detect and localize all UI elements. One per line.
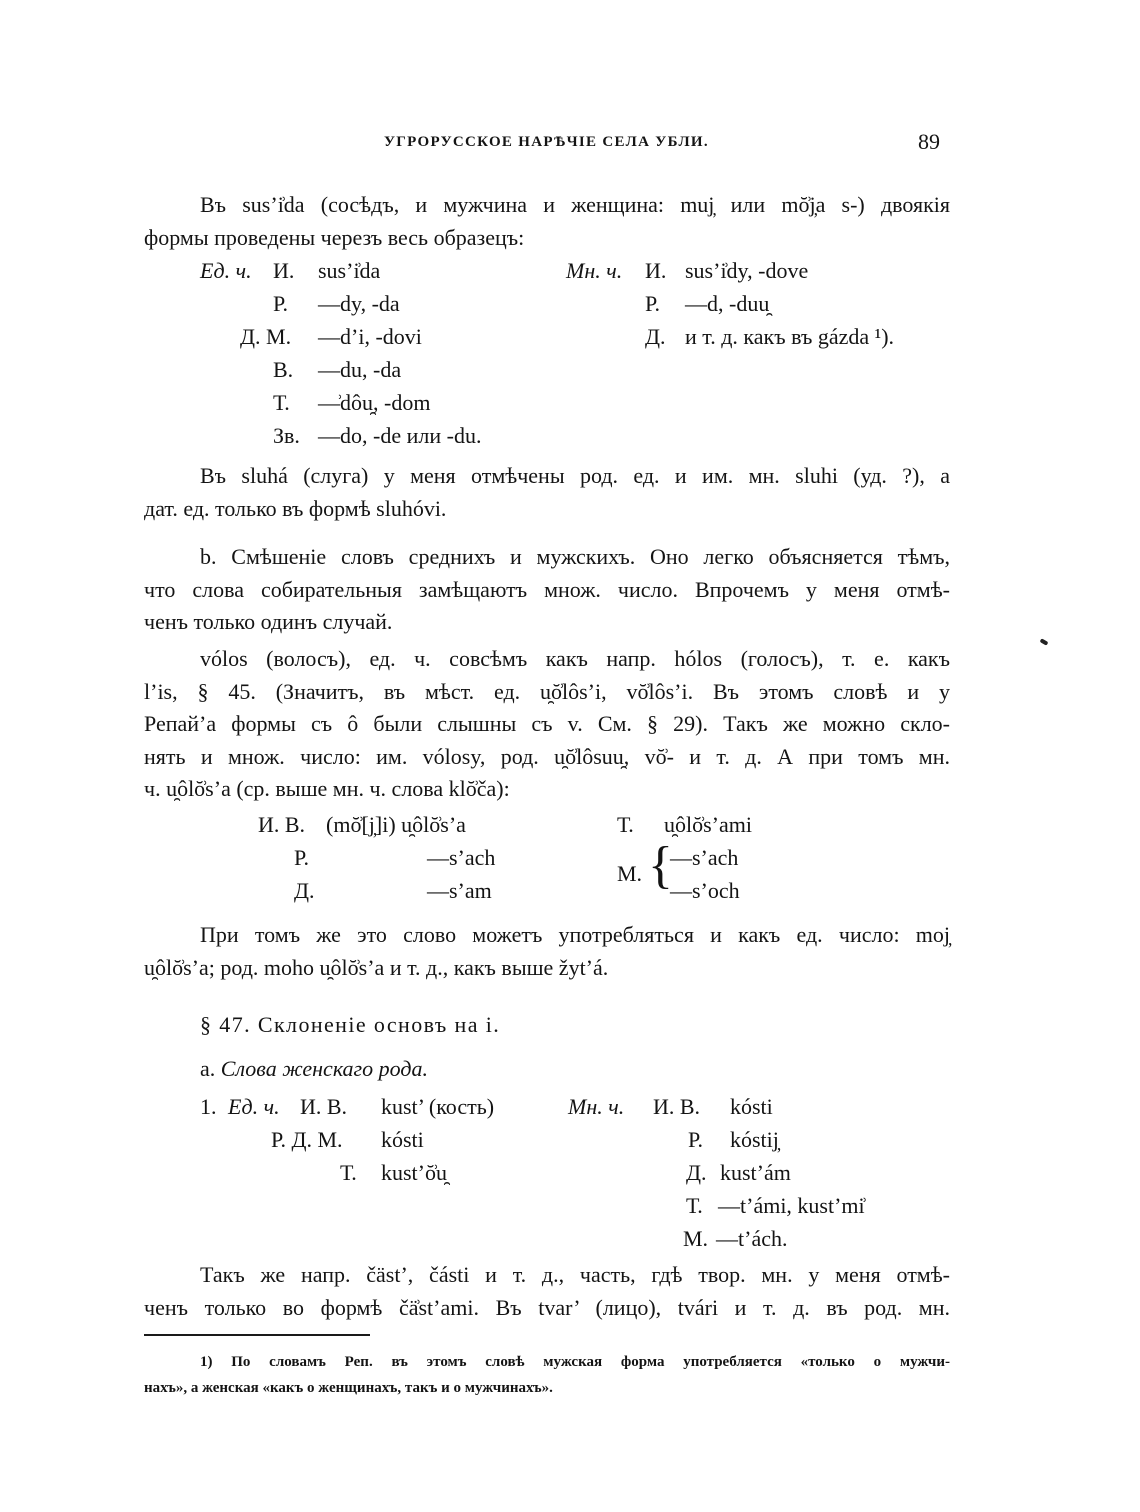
ink-speck [1040, 638, 1049, 645]
case-label: Д. [686, 1160, 707, 1185]
text-line: u̯ôlŏ͗s’a; род. moho u̯ôlŏ͗s’a и т. д., какъ выше žyt’á. [144, 954, 609, 980]
case-form: sus’i͗dy, -dove [685, 258, 809, 283]
case-form: sus’i͗da [318, 258, 381, 283]
text-line: нять и множ. число: им. vólosy, род. u̯ŏ͗lôsuu̯, vŏ͗- и т. д. А при томъ мн. [144, 743, 950, 769]
case-label: Т. [617, 812, 634, 837]
case-label: Зв. [273, 423, 300, 448]
case-form: —t’ách. [716, 1226, 788, 1251]
paragraph-singular-use [144, 919, 950, 984]
text-line: При томъ же это слово можетъ употребляться и какъ ед. число: moj̦ [200, 922, 950, 947]
case-form: и т. д. какъ въ gázda ¹). [685, 324, 895, 349]
text-line: ченъ только одинъ случай. [144, 609, 393, 634]
case-form: kósti [381, 1127, 424, 1152]
paragraph-cast [144, 1259, 950, 1324]
section-heading: § 47. Склоненіе основъ на i. [200, 1012, 501, 1037]
paragraph-sluha [144, 460, 950, 525]
subsection-marker: а. [200, 1056, 216, 1081]
case-label: В. [273, 357, 294, 382]
case-form: —t’ámi, kust’mi͗ [718, 1193, 865, 1218]
case-label: Т. [273, 390, 290, 415]
case-label: И. В. [653, 1094, 701, 1119]
brace-symbol: { [648, 837, 673, 894]
page-number: 89 [918, 129, 940, 154]
case-label: М. [683, 1226, 709, 1251]
case-label: Д. [294, 878, 315, 903]
paragraph-b-mixing [144, 541, 950, 639]
case-label: Д. М. [240, 324, 292, 349]
paragraph-susida [144, 189, 950, 254]
case-label: Р. [294, 845, 309, 870]
footnote-rule [144, 1334, 370, 1336]
case-label: И. В. [258, 812, 306, 837]
subsection-heading [200, 1052, 428, 1085]
text-line: дат. ед. только въ формѣ sluhóvi. [144, 495, 447, 521]
text-line: ченъ только во формѣ čä͗st’ami. Въ tvar’ (лицо), tvári и т. д. въ род. мн. [144, 1294, 950, 1320]
case-label: Т. [340, 1160, 357, 1185]
case-label: М. [617, 861, 643, 886]
case-form: (mŏ͗[j̦]i) u̯ôlŏ͗s’a [326, 812, 466, 837]
text-line: что слова собирательныя замѣщаютъ множ. число. Впрочемъ у меня отмѣ- [144, 576, 950, 602]
case-label: Р. [688, 1127, 703, 1152]
case-label: И. [645, 258, 667, 283]
number-label-plural: Мн. ч. [566, 258, 623, 283]
case-form: —do, -de или -du. [318, 423, 482, 448]
text-line: vólos (волосъ), ед. ч. совсѣмъ какъ напр. hólos (голосъ), т. е. какъ [200, 646, 950, 671]
text-line: Такъ же напр. čäst’, části и т. д., часть, гдѣ твор. мн. у меня отмѣ- [200, 1262, 950, 1287]
case-form: —s’och [670, 878, 740, 903]
case-label: И. В. [300, 1094, 348, 1119]
case-form: —dy, -da [318, 291, 400, 316]
case-form: kóstij̦ [730, 1127, 779, 1152]
text-line: формы проведены черезъ весь образецъ: [144, 224, 525, 250]
case-form: —d, -duu̯ [685, 291, 770, 316]
text-line: Въ sus’i͗da (сосѣдъ, и мужчина и женщина: muj̦ или mŏ͗j̦a s-) двоякія [200, 192, 950, 217]
case-label: Р. [273, 291, 288, 316]
case-form: —͗dôu̯, -dom [318, 390, 431, 415]
text-line: b. Смѣшеніе словъ среднихъ и мужскихъ. Оно легко объясняется тѣмъ, [200, 544, 950, 569]
subsection-title: Слова женскаго рода. [220, 1056, 428, 1081]
case-form: kust’ŏ͗u̯ [381, 1160, 447, 1185]
footnote [144, 1349, 950, 1401]
running-header: УГРОРУССКОЕ НАРѢЧІЕ СЕЛА УБЛИ. [384, 134, 709, 150]
case-form: —s’am [427, 878, 492, 903]
case-form: kust’ám [720, 1160, 791, 1185]
number-label-plural: Мн. ч. [568, 1094, 625, 1119]
case-form: —du, -da [318, 357, 402, 382]
text-line: ч. u̯ôlŏ͗s’a (ср. выше мн. ч. слова klŏ͗ča): [144, 776, 510, 801]
footnote-line: нахъ», а женская «какъ о женщинахъ, такъ и о мужчинахъ». [144, 1380, 553, 1396]
number-label-singular: Ед. ч. [228, 1094, 280, 1119]
number-label-singular: Ед. ч. [200, 258, 252, 283]
case-form: —d’i, -dovi [318, 324, 422, 349]
text-line: Репай’а формы съ ô были слышны съ v. См. § 29). Такъ же можно скло- [144, 711, 950, 736]
paragraph-volos [144, 643, 950, 806]
text-line: Въ sluhá (слуга) у меня отмѣчены род. ед. и им. мн. sluhi (уд. ?), а [200, 463, 950, 488]
footnote-line: 1) По словамъ Реп. въ этомъ словѣ мужская форма употребляется «только о мужчи- [200, 1354, 950, 1370]
case-label: Р. [645, 291, 660, 316]
case-label: Т. [686, 1193, 703, 1218]
case-form: kósti [730, 1094, 773, 1119]
case-form: —s’ach [670, 845, 739, 870]
text-line: l’is, § 45. (Значитъ, въ мѣст. ед. u̯ŏ͗lôs’i, vŏ͗lôs’i. Въ этомъ словѣ и у [144, 678, 950, 704]
item-number: 1. [200, 1094, 217, 1119]
case-form: kust’ (кость) [381, 1094, 495, 1119]
case-form: —s’ach [427, 845, 496, 870]
case-form: u̯ôlŏ͗s’ami [664, 812, 752, 837]
case-label: Р. Д. М. [271, 1127, 343, 1152]
case-label: И. [273, 258, 295, 283]
case-label: Д. [645, 324, 666, 349]
